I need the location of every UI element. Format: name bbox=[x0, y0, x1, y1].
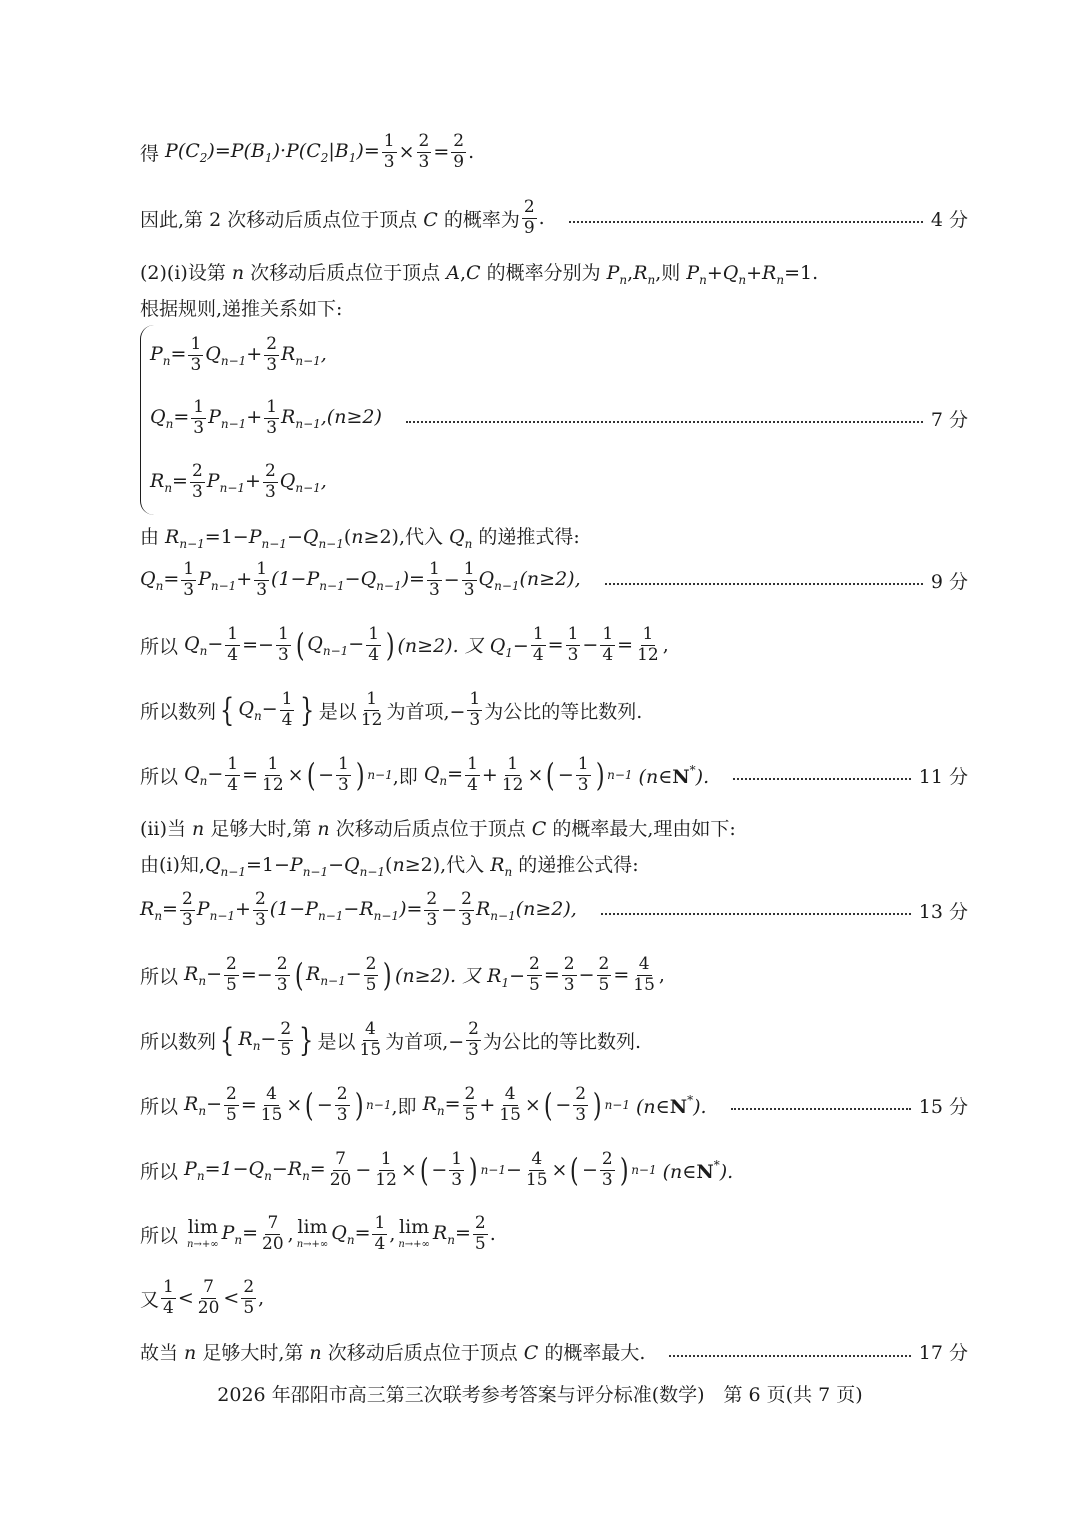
math: $P_{n-1}+$ bbox=[208, 405, 263, 431]
text: 是以 bbox=[318, 700, 357, 723]
math: $P(C_2)=P(B_1)\cdot P(C_2|B_1)=$ bbox=[165, 139, 380, 165]
fraction: $\frac{1}{3}$ bbox=[469, 689, 481, 730]
fraction: 7 20 bbox=[197, 1277, 220, 1318]
brace: { bbox=[220, 691, 235, 730]
score-leader bbox=[605, 583, 923, 585]
fraction: $\frac{2}{3}$ bbox=[181, 889, 193, 930]
fraction: $\frac{7}{20}$ bbox=[329, 1149, 352, 1190]
paren: ( bbox=[546, 756, 555, 795]
math: $Q_{n-1}+$ bbox=[205, 342, 263, 368]
line-20: 所以 lim n→+∞ $P_n=$ $\frac{7}{20}$ , lim n→+∞ $Q_n=$ $\frac{1}{4}$ , lim n→+∞ $R_n=$ $\frac{2}{5}$ . bbox=[140, 1213, 496, 1254]
fraction: 2 5 bbox=[598, 954, 610, 995]
fraction: 4 15 bbox=[525, 1149, 548, 1190]
fraction: 4 15 bbox=[633, 954, 655, 995]
fraction: $\frac{1}{4}$ bbox=[227, 754, 239, 795]
math: $R_n=$ bbox=[140, 897, 178, 923]
text: 由(ⅰ)知$,Q_{n-1}=1-P_{n-1}-Q_{n-1}(n\ge 2)$,代入 $R_n$ 的递推公式得: bbox=[140, 854, 639, 879]
fraction: 4 15 bbox=[260, 1084, 283, 1125]
paren: ) bbox=[619, 1151, 629, 1190]
score: 9 分 bbox=[930, 570, 968, 593]
brace: } bbox=[300, 691, 315, 730]
score-leader bbox=[601, 913, 911, 915]
math: $R_{n-1}(n\ge 2)$, bbox=[475, 897, 577, 923]
fraction: $\frac{1}{4}$ bbox=[532, 624, 544, 665]
text: 为公比的等比数列. bbox=[482, 1030, 642, 1053]
score: 13 分 bbox=[918, 900, 968, 923]
math: $Q_n-$ bbox=[238, 697, 278, 723]
line-22 bbox=[140, 1338, 968, 1365]
math: $Q_n-$ bbox=[184, 762, 224, 788]
fraction: 1 4 bbox=[163, 1277, 174, 1318]
score-leader bbox=[669, 1355, 910, 1357]
text: 所以 bbox=[140, 765, 185, 788]
fraction: 2 9 bbox=[523, 197, 535, 238]
brace: { bbox=[220, 1021, 235, 1060]
exponent: n−1 bbox=[366, 1098, 392, 1113]
paren: ) bbox=[385, 626, 395, 665]
math: $Q_n=$ bbox=[150, 405, 190, 431]
text: 所以数列 bbox=[140, 700, 217, 723]
exponent: n−1 bbox=[607, 768, 633, 783]
math: $Q_{n-1}$, bbox=[279, 469, 327, 495]
line-4 bbox=[140, 294, 968, 321]
text: (2)(ⅰ)设第 n 次移动后质点位于顶点 A,C 的概率分别为 $P_n,R_n$,则 $P_n+Q_n+R_n=1$. bbox=[140, 262, 819, 287]
math: $Q_n=$ bbox=[331, 1221, 371, 1247]
exponent: n−1 bbox=[480, 1163, 506, 1178]
score-leader bbox=[569, 221, 923, 223]
math: $P_n=$ bbox=[221, 1221, 259, 1247]
score-leader bbox=[733, 778, 911, 780]
line-13 bbox=[140, 814, 968, 841]
line-2: 因此,第 2 次移动后质点位于顶点 C 的概率为 2 9 . 4 分 bbox=[140, 197, 968, 238]
math: $R_n-$ bbox=[184, 962, 223, 988]
line-14 bbox=[140, 850, 968, 879]
limit-subscript: n→+∞ bbox=[296, 1239, 329, 1251]
text: 为首项,− bbox=[385, 1030, 465, 1053]
math: $R_n-$ bbox=[238, 1027, 277, 1053]
text: 所以 bbox=[140, 635, 185, 658]
math: (n∈N*). bbox=[632, 762, 710, 788]
fraction: 1 4 bbox=[602, 624, 614, 665]
math: $P_{n-1}+$ bbox=[196, 897, 251, 923]
math: $R_n-$ bbox=[184, 1092, 223, 1118]
fraction: 1 12 bbox=[262, 754, 284, 795]
text: 所以数列 bbox=[140, 1030, 217, 1053]
line-19: 所以 $P_n=1-Q_n-R_n=$ $\frac{7}{20}$ − 1 12 × ( − 1 3 ) n−1 − 4 15 × ( − 2 3 ) n−1 (n∈N*). bbox=[140, 1149, 734, 1190]
line-16: 所以 $R_n-$ $\frac{2}{5}$ =− 2 3 ( $R_{n-1}-$ $\frac{2}{5}$ ) (n≥2). 又 $R_1-$ $\frac{2}{5}$ = 2 3 − 2 5 = 4 15 , bbox=[140, 954, 665, 995]
fraction: $\frac{2}{5}$ bbox=[529, 954, 540, 995]
fraction: $\frac{1}{4}$ bbox=[374, 1213, 386, 1254]
exponent: n−1 bbox=[631, 1163, 657, 1178]
fraction: 2 3 bbox=[336, 1084, 348, 1125]
system-row-3 bbox=[150, 462, 968, 502]
fraction: 1 3 bbox=[338, 754, 349, 795]
paren: ( bbox=[295, 626, 305, 665]
math: $R_{n-1}-$ bbox=[306, 962, 362, 988]
line-18: 所以 $R_n-$ $\frac{2}{5}$ = 4 15 × ( − 2 3 ) n−1 ,即 $R_n=$ $\frac{2}{5}$ + 4 15 × ( − 2 3 ) n−1 (n∈N*). 15 分 bbox=[140, 1084, 968, 1125]
line-8 bbox=[140, 522, 968, 551]
fraction: $\frac{2}{3}$ bbox=[191, 461, 203, 502]
fraction: $\frac{2}{5}$ bbox=[464, 1084, 476, 1125]
math: $Q_n=$ bbox=[423, 762, 464, 788]
text: 根据规则,递推关系如下: bbox=[140, 298, 343, 320]
fraction: $\frac{1}{3}$ bbox=[183, 559, 195, 600]
paren: ( bbox=[543, 1086, 553, 1125]
paren: ( bbox=[306, 756, 316, 795]
math: $Q_{n-1}-$ bbox=[307, 632, 365, 658]
exponent: n−1 bbox=[604, 1098, 630, 1113]
fraction: 1 3 bbox=[577, 754, 589, 795]
system-row-1 bbox=[150, 335, 968, 375]
paren: ( bbox=[570, 1151, 580, 1190]
fraction: $\frac{1}{3}$ bbox=[428, 559, 440, 600]
fraction: $\frac{2}{3}$ bbox=[426, 889, 438, 930]
fraction: 1 3 bbox=[463, 559, 475, 600]
score: 11 分 bbox=[918, 765, 968, 788]
fraction: 1 12 bbox=[501, 754, 524, 795]
line-9: $Q_n=$ $\frac{1}{3}$ $P_{n-1}+$ $\frac{1}{3}$ $(1-P_{n-1}-Q_{n-1})=$ $\frac{1}{3}$ − 1 3 $Q_{n-1}(n\ge 2)$, 9 分 bbox=[140, 559, 968, 600]
paren: ( bbox=[419, 1151, 429, 1190]
text: 所以 bbox=[140, 1160, 185, 1183]
fraction: 1 3 bbox=[277, 624, 289, 665]
text: ,即 bbox=[391, 1095, 423, 1118]
fraction: 2 3 bbox=[418, 131, 430, 172]
text: 所以 bbox=[140, 965, 185, 988]
line-15: $R_n=$ $\frac{2}{3}$ $P_{n-1}+$ $\frac{2}{3}$ $(1-P_{n-1}-R_{n-1})=$ $\frac{2}{3}$ − 2 3 $R_{n-1}(n\ge 2)$, 13 分 bbox=[140, 889, 968, 930]
text: 因此,第 2 次移动后质点位于顶点 C 的概率为 bbox=[140, 208, 520, 231]
fraction: $\frac{2}{3}$ bbox=[264, 461, 276, 502]
math: $P_{n-1}+$ bbox=[198, 567, 253, 593]
fraction: $\frac{2}{3}$ bbox=[266, 334, 278, 375]
paren: ) bbox=[592, 1086, 602, 1125]
math: $Q_n=$ bbox=[140, 567, 180, 593]
fraction: $\frac{2}{5}$ bbox=[226, 954, 237, 995]
fraction: 4 15 bbox=[359, 1019, 382, 1060]
math: $R_{n-1}$, bbox=[281, 342, 327, 368]
fraction: $\frac{1}{4}$ bbox=[368, 624, 380, 665]
fraction: 2 3 bbox=[601, 1149, 613, 1190]
text: (ⅱ)当 n 足够大时,第 n 次移动后质点位于顶点 C 的概率最大,理由如下: bbox=[140, 818, 736, 840]
fraction: $\frac{2}{5}$ bbox=[226, 1084, 237, 1125]
paren: ( bbox=[305, 1086, 314, 1125]
fraction: $\frac{1}{4}$ bbox=[281, 689, 293, 730]
fraction: 2 3 bbox=[563, 954, 575, 995]
text: 所以 bbox=[140, 1095, 185, 1118]
score-leader bbox=[406, 421, 923, 423]
line-11 bbox=[140, 690, 968, 730]
math: $(1-P_{n-1}-Q_{n-1})=$ bbox=[271, 567, 425, 593]
math: $P_{n-1}+$ bbox=[206, 469, 261, 495]
math: $P_n=1-Q_n-R_n=$ bbox=[184, 1157, 326, 1183]
exponent: n−1 bbox=[367, 768, 393, 783]
fraction: $\frac{2}{3}$ bbox=[468, 1019, 479, 1060]
line-21: 又 1 4 < 7 20 < 2 5 , bbox=[140, 1277, 265, 1318]
fraction: $\frac{7}{20}$ bbox=[262, 1213, 284, 1254]
limit: lim n→+∞ bbox=[296, 1216, 329, 1251]
math: (n∈N*). bbox=[656, 1157, 734, 1183]
fraction: $\frac{2}{3}$ bbox=[254, 889, 266, 930]
fraction: 1 12 bbox=[637, 624, 659, 665]
fraction: $\frac{2}{5}$ bbox=[280, 1019, 292, 1060]
paren: ) bbox=[595, 756, 605, 795]
fraction: $\frac{1}{4}$ bbox=[227, 624, 239, 665]
fraction: 2 3 bbox=[276, 954, 288, 995]
limit-subscript: n→+∞ bbox=[398, 1239, 430, 1251]
text: 又 bbox=[140, 1288, 160, 1311]
line-10: 所以 $Q_n-$ $\frac{1}{4}$ =− 1 3 ( $Q_{n-1}-$ $\frac{1}{4}$ ) (n≥2). 又 $Q_1-$ $\frac{1}{4}$ = 1 3 − 1 4 = 1 12 , bbox=[140, 624, 669, 665]
fraction: 1 3 bbox=[451, 1149, 463, 1190]
line-1: 得 $P(C_2)=P(B_1)\cdot P(C_2|B_1)=$ $\frac{1}{3}$ × 2 3 = 2 9 . bbox=[140, 131, 475, 172]
math: (n≥2). 又 $R_1-$ bbox=[394, 964, 526, 990]
math: $R_n=$ bbox=[150, 469, 188, 495]
math: $Q_{n-1}(n\ge 2)$, bbox=[478, 567, 581, 593]
math: $R_n=$ bbox=[432, 1221, 471, 1247]
line-12: 所以 $Q_n-$ $\frac{1}{4}$ = 1 12 × ( − 1 3 ) n−1 ,即 $Q_n=$ $\frac{1}{4}$ + 1 12 × ( − 1 3 ) n−1 (n∈N*). 11 分 bbox=[140, 754, 968, 795]
fraction: 1 12 bbox=[360, 689, 383, 730]
limit: lim n→+∞ bbox=[398, 1216, 430, 1251]
fraction: $\frac{1}{3}$ bbox=[190, 334, 202, 375]
fraction: $\frac{1}{3}$ bbox=[383, 131, 395, 172]
math: (n∈N*). bbox=[629, 1092, 707, 1118]
paren: ) bbox=[355, 756, 365, 795]
fraction: 2 9 bbox=[453, 131, 465, 172]
system-row-2 bbox=[150, 398, 968, 438]
fraction: $\frac{2}{5}$ bbox=[365, 954, 377, 995]
text: 是以 bbox=[317, 1030, 356, 1053]
score-leader bbox=[731, 1108, 911, 1110]
fraction: 1 3 bbox=[567, 624, 579, 665]
fraction: $\frac{1}{3}$ bbox=[256, 559, 268, 600]
line-17 bbox=[140, 1020, 968, 1060]
paren: ) bbox=[468, 1151, 478, 1190]
fraction: 2 5 bbox=[243, 1277, 255, 1318]
text: 所以 bbox=[140, 1224, 185, 1247]
text: 为公比的等比数列. bbox=[484, 700, 643, 723]
score: 7 分 bbox=[930, 408, 968, 431]
text: 为首项,− bbox=[386, 700, 466, 723]
math: $R_{n-1},(n\ge 2)$ bbox=[281, 405, 382, 431]
fraction: 4 15 bbox=[499, 1084, 521, 1125]
limit-subscript: n→+∞ bbox=[187, 1239, 219, 1251]
brace: } bbox=[299, 1021, 314, 1060]
page-footer: 2026 年邵阳市高三第三次联考参考答案与评分标准(数学) 第 6 页(共 7 页) bbox=[217, 1384, 863, 1406]
line-3 bbox=[140, 258, 968, 287]
math: $Q_n-$ bbox=[184, 632, 224, 658]
fraction: 2 3 bbox=[461, 889, 472, 930]
fraction: $\frac{1}{3}$ bbox=[193, 397, 205, 438]
fraction: $\frac{1}{4}$ bbox=[467, 754, 478, 795]
score: 4 分 bbox=[930, 208, 968, 231]
math: $P_n=$ bbox=[150, 342, 187, 368]
fraction: 1 12 bbox=[375, 1149, 397, 1190]
math: (n≥2). 又 $Q_1-$ bbox=[397, 634, 529, 660]
paren: ) bbox=[354, 1086, 364, 1125]
text: 故当 n 足够大时,第 n 次移动后质点位于顶点 C 的概率最大. bbox=[140, 1342, 646, 1364]
fraction: $\frac{2}{5}$ bbox=[474, 1213, 486, 1254]
text: 得 bbox=[140, 142, 166, 165]
score: 15 分 bbox=[918, 1095, 968, 1118]
fraction: 2 3 bbox=[575, 1084, 587, 1125]
fraction: $\frac{1}{3}$ bbox=[266, 397, 278, 438]
paren: ( bbox=[294, 956, 304, 995]
text: ,即 bbox=[392, 765, 424, 788]
limit: lim n→+∞ bbox=[187, 1216, 219, 1251]
text: 由 $R_{n-1}=1-P_{n-1}-Q_{n-1}(n\ge 2)$,代入 $Q_n$ 的递推式得: bbox=[140, 526, 580, 551]
score: 17 分 bbox=[918, 1342, 968, 1364]
math: $R_n=$ bbox=[422, 1092, 461, 1118]
math: $(1-P_{n-1}-R_{n-1})=$ bbox=[269, 897, 423, 923]
paren: ) bbox=[383, 956, 393, 995]
